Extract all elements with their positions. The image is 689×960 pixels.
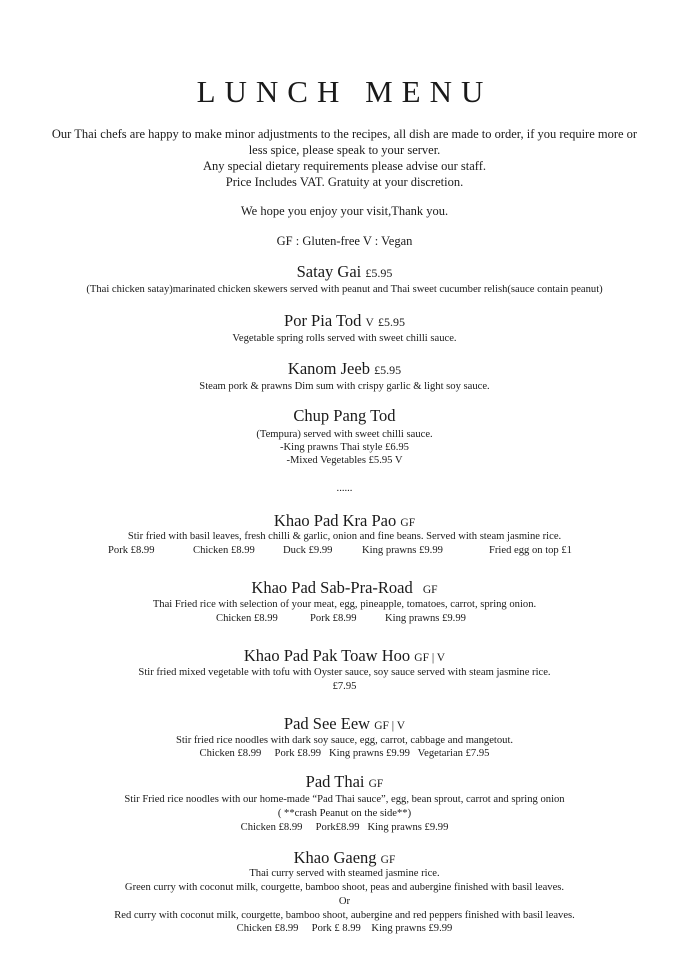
dietary-legend: GF : Gluten-free V : Vegan [276,234,413,248]
intro-thank-you: We hope you enjoy your visit,Thank you. [240,204,449,218]
dish-description: Stir fried with basil leaves, fresh chilli & garlic, onion and fine beans. Served with steam jasmine rice. [127,531,562,542]
intro-line-4: Price Includes VAT. Gratuity at your discretion. [225,175,464,189]
dietary-tag: GF | V [374,720,406,732]
dish-pad-see-eew [0,714,689,736]
dish-description: (Thai chicken satay)marinated chicken skewers served with peanut and Thai sweet cucumber relish(sauce contain peanut) [86,284,603,295]
intro-line-2: less spice, please speak to your server. [248,143,441,157]
dish-name: Khao Pad Kra Pao [273,511,397,530]
dish-description: (Tempura) served with sweet chilli sauce. [256,429,433,440]
dish-description: Thai curry served with steamed jasmine rice. [249,868,440,879]
price-duck: Duck £9.99 [283,545,333,556]
dietary-tag: GF [380,854,396,866]
or-divider: Or [338,896,351,907]
dish-name: Chup Pang Tod [293,406,396,425]
price-chicken: Chicken £8.99 [193,545,255,556]
dish-khao-pad-pak-toaw-hoo [0,646,689,668]
dish-chup-pang-tod [0,406,689,426]
section-separator: ...... [336,483,353,494]
dish-name: Pad Thai [305,772,365,791]
dish-price: £7.95 [332,681,357,692]
dish-price: £5.95 [365,266,393,280]
price-option-king-prawns: -King prawns Thai style £6.95 [280,442,409,453]
price-pork: Pork £8.99 [310,613,357,624]
dish-por-pia-tod [0,311,689,333]
dish-price: £5.95 [374,363,402,377]
dish-name: Por Pia Tod [284,311,362,330]
dietary-tag: GF [422,584,438,596]
dish-name: Khao Pad Pak Toaw Hoo [243,646,411,665]
dish-name: Satay Gai [296,262,362,281]
dietary-tag: GF [400,517,416,529]
dish-note: ( **crash Peanut on the side**) [277,808,412,819]
price-row: Chicken £8.99 Pork£8.99 King prawns £9.99 [240,822,449,833]
dietary-tag: V [365,317,374,329]
price-chicken: Chicken £8.99 [216,613,278,624]
price-pork: Pork £8.99 [108,545,155,556]
dish-name: Pad See Eew [283,714,371,733]
dietary-tag: GF [368,778,384,790]
menu-title: LUNCH MENU [196,74,493,109]
price-king-prawns: King prawns £9.99 [362,545,443,556]
intro-line-3: Any special dietary requirements please advise our staff. [202,159,486,173]
dish-description: Thai Fried rice with selection of your meat, egg, pineapple, tomatoes, carrot, spring onion. [152,599,537,610]
dish-name: Khao Pad Sab-Pra-Road [251,578,413,597]
dish-description: Vegetable spring rolls served with sweet chilli sauce. [232,333,457,344]
dish-kanom-jeeb [0,359,689,380]
intro-line-1: Our Thai chefs are happy to make minor adjustments to the recipes, all dish are made to order, if you require more or [51,127,638,141]
green-curry-option: Green curry with coconut milk, courgette, bamboo shoot, peas and aubergine finished with basil leaves. [124,882,565,893]
price-option-mixed-vegetables: -Mixed Vegetables £5.95 V [286,455,403,466]
dish-satay-gai [0,262,689,283]
price-row: Chicken £8.99 Pork £ 8.99 King prawns £9.99 [236,923,453,934]
price-fried-egg: Fried egg on top £1 [489,545,572,556]
red-curry-option: Red curry with coconut milk, courgette, bamboo shoot, aubergine and red peppers finished with basil leaves. [114,910,575,921]
dish-name: Khao Gaeng [293,848,377,867]
dish-khao-pad-sab-pra-road [0,578,689,600]
dish-price: £5.95 [377,315,405,329]
dish-description: Steam pork & prawns Dim sum with crispy garlic & light soy sauce. [199,381,490,392]
dish-description: Stir Fried rice noodles with our home-made “Pad Thai sauce”, egg, bean sprout, carrot and spring onion [124,794,565,805]
price-king-prawns: King prawns £9.99 [385,613,466,624]
price-row: Chicken £8.99 Pork £8.99 King prawns £9.99 Vegetarian £7.95 [199,748,490,759]
dish-name: Kanom Jeeb [287,359,370,378]
dish-pad-thai [0,772,689,794]
dietary-tag: GF | V [414,652,446,664]
dish-description: Stir fried mixed vegetable with tofu with Oyster sauce, soy sauce served with steam jasmine rice. [138,667,551,678]
dish-description: Stir fried rice noodles with dark soy sauce, egg, carrot, cabbage and mangetout. [175,735,514,746]
